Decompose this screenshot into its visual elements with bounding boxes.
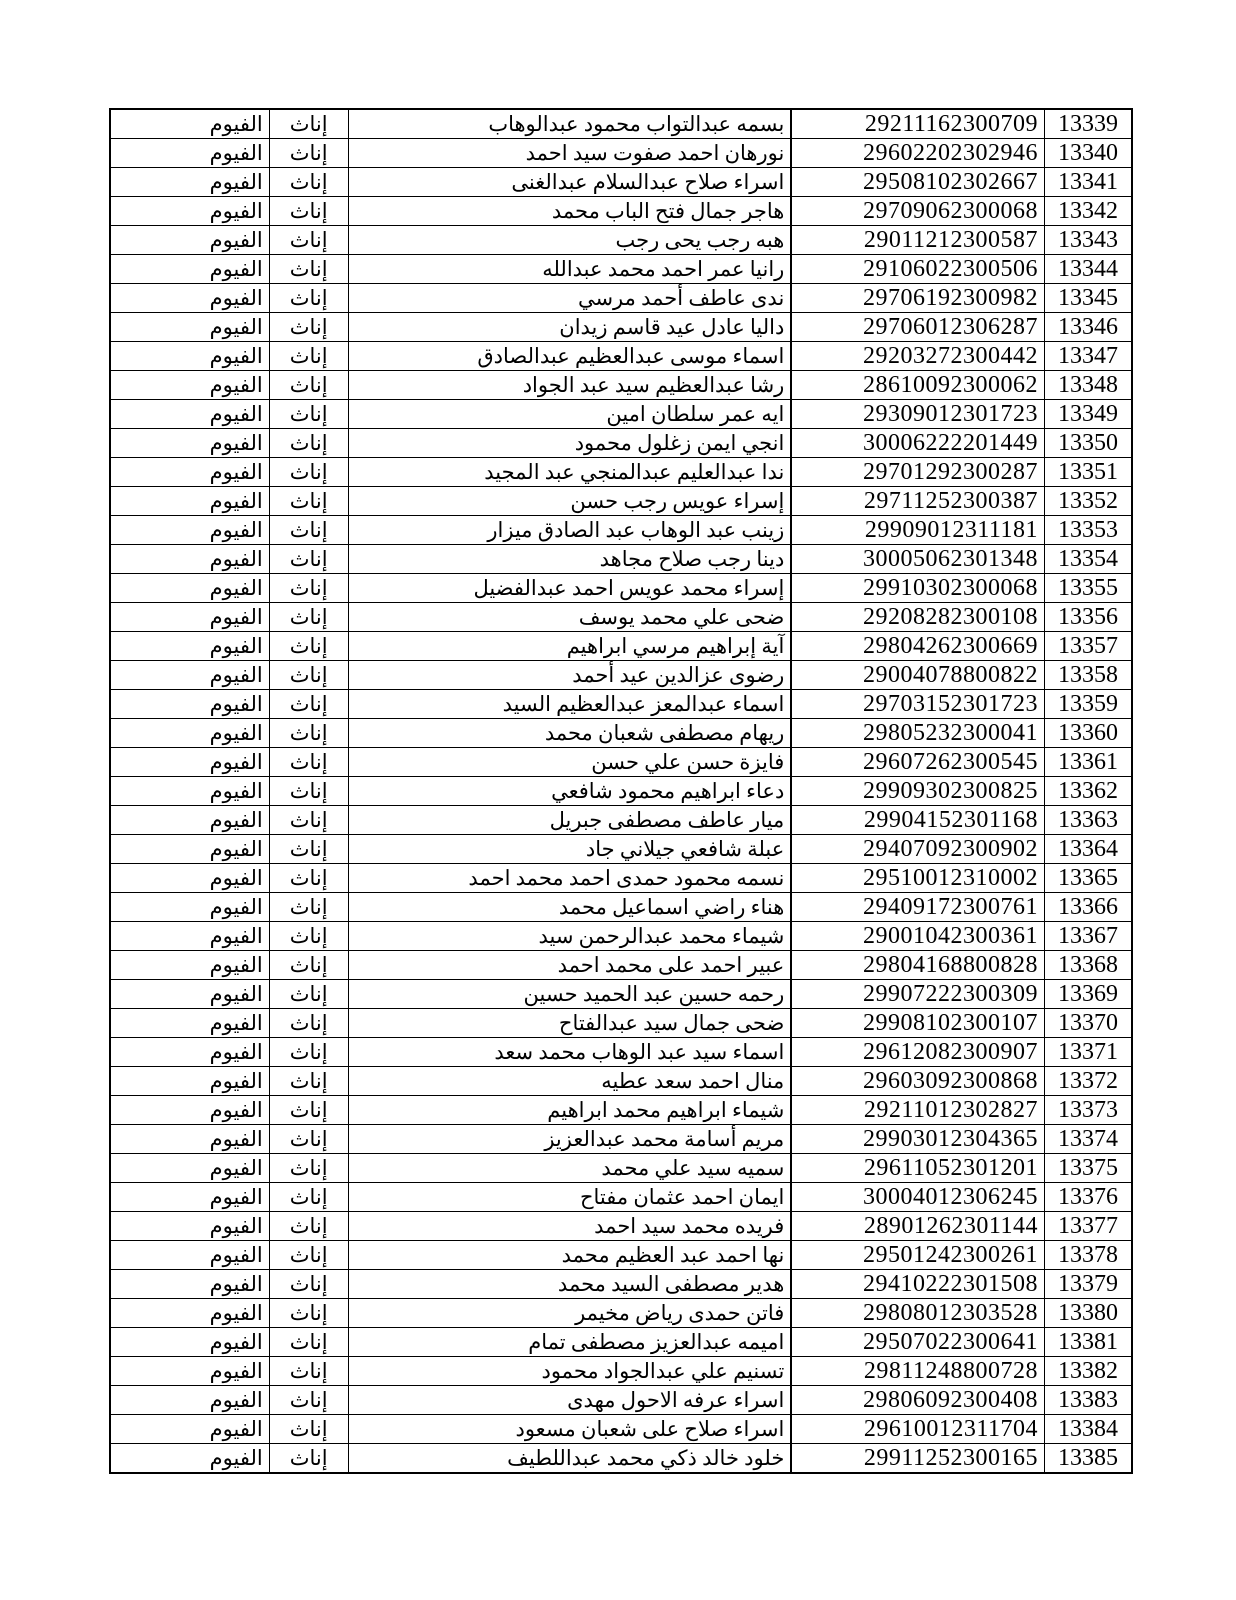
table-row (110, 806, 1132, 835)
name-cell: سميه سيد علي محمد (348, 1154, 791, 1183)
serial-cell: 13339 (1045, 109, 1132, 139)
serial-cell: 13373 (1045, 1096, 1132, 1125)
national-id-cell: 29910302300068 (791, 574, 1044, 603)
gender-cell: إناث (269, 487, 348, 516)
gender-cell: إناث (269, 1328, 348, 1357)
national-id-cell: 29907222300309 (791, 980, 1044, 1009)
table-row (110, 313, 1132, 342)
national-id-cell: 29011212300587 (791, 226, 1044, 255)
name-cell: ايمان احمد عثمان مفتاح (348, 1183, 791, 1212)
table-row (110, 1328, 1132, 1357)
governorate-cell: الفيوم (110, 109, 269, 139)
serial-cell: 13381 (1045, 1328, 1132, 1357)
table-row (110, 835, 1132, 864)
national-id-cell: 29106022300506 (791, 255, 1044, 284)
governorate-cell: الفيوم (110, 313, 269, 342)
governorate-cell: الفيوم (110, 342, 269, 371)
national-id-cell: 29004078800822 (791, 661, 1044, 690)
governorate-cell: الفيوم (110, 1415, 269, 1444)
name-cell: اسراء صلاح عبدالسلام عبدالغنى (348, 168, 791, 197)
national-id-cell: 29607262300545 (791, 748, 1044, 777)
serial-cell: 13347 (1045, 342, 1132, 371)
name-cell: اسماء موسى عبدالعظيم عبدالصادق (348, 342, 791, 371)
national-id-cell: 29211012302827 (791, 1096, 1044, 1125)
name-cell: عبلة شافعي جيلاني جاد (348, 835, 791, 864)
national-id-cell: 29407092300902 (791, 835, 1044, 864)
national-id-cell: 29409172300761 (791, 893, 1044, 922)
governorate-cell: الفيوم (110, 806, 269, 835)
table-row (110, 197, 1132, 226)
national-id-cell: 29911252300165 (791, 1444, 1044, 1474)
gender-cell: إناث (269, 748, 348, 777)
name-cell: اسراء صلاح على شعبان مسعود (348, 1415, 791, 1444)
table-row (110, 1096, 1132, 1125)
gender-cell: إناث (269, 313, 348, 342)
table-row (110, 661, 1132, 690)
governorate-cell: الفيوم (110, 835, 269, 864)
national-id-cell: 29001042300361 (791, 922, 1044, 951)
governorate-cell: الفيوم (110, 429, 269, 458)
name-cell: هاجر جمال فتح الباب محمد (348, 197, 791, 226)
governorate-cell: الفيوم (110, 922, 269, 951)
serial-cell: 13341 (1045, 168, 1132, 197)
name-cell: ضحى جمال سيد عبدالفتاح (348, 1009, 791, 1038)
gender-cell: إناث (269, 1415, 348, 1444)
national-id-cell: 28901262301144 (791, 1212, 1044, 1241)
name-cell: نسمه محمود حمدى احمد محمد احمد (348, 864, 791, 893)
governorate-cell: الفيوم (110, 1154, 269, 1183)
gender-cell: إناث (269, 226, 348, 255)
table-row (110, 690, 1132, 719)
gender-cell: إناث (269, 603, 348, 632)
national-id-cell: 29507022300641 (791, 1328, 1044, 1357)
name-cell: داليا عادل عيد قاسم زيدان (348, 313, 791, 342)
serial-cell: 13348 (1045, 371, 1132, 400)
national-id-cell: 28610092300062 (791, 371, 1044, 400)
table-row (110, 1270, 1132, 1299)
table-row (110, 284, 1132, 313)
name-cell: هناء راضي اسماعيل محمد (348, 893, 791, 922)
governorate-cell: الفيوم (110, 632, 269, 661)
table-row (110, 1444, 1132, 1474)
name-cell: ايه عمر سلطان امين (348, 400, 791, 429)
table-row (110, 1125, 1132, 1154)
name-cell: نها احمد عبد العظيم محمد (348, 1241, 791, 1270)
serial-cell: 13361 (1045, 748, 1132, 777)
national-id-cell: 29211162300709 (791, 109, 1044, 139)
gender-cell: إناث (269, 1009, 348, 1038)
name-cell: بسمه عبدالتواب محمود عبدالوهاب (348, 109, 791, 139)
gender-cell: إناث (269, 632, 348, 661)
name-cell: فاتن حمدى رياض مخيمر (348, 1299, 791, 1328)
national-id-cell: 29903012304365 (791, 1125, 1044, 1154)
national-id-cell: 29806092300408 (791, 1386, 1044, 1415)
table-row (110, 109, 1132, 139)
serial-cell: 13377 (1045, 1212, 1132, 1241)
national-id-cell: 29706192300982 (791, 284, 1044, 313)
name-cell: ندا عبدالعليم عبدالمنجي عبد المجيد (348, 458, 791, 487)
national-id-cell: 29612082300907 (791, 1038, 1044, 1067)
gender-cell: إناث (269, 1183, 348, 1212)
table-row (110, 603, 1132, 632)
serial-cell: 13357 (1045, 632, 1132, 661)
gender-cell: إناث (269, 1299, 348, 1328)
national-id-cell: 30006222201449 (791, 429, 1044, 458)
gender-cell: إناث (269, 922, 348, 951)
table-row (110, 400, 1132, 429)
gender-cell: إناث (269, 1038, 348, 1067)
gender-cell: إناث (269, 777, 348, 806)
governorate-cell: الفيوم (110, 1444, 269, 1474)
governorate-cell: الفيوم (110, 777, 269, 806)
table-row (110, 980, 1132, 1009)
name-cell: شيماء ابراهيم محمد ابراهيم (348, 1096, 791, 1125)
gender-cell: إناث (269, 806, 348, 835)
governorate-cell: الفيوم (110, 574, 269, 603)
table-row (110, 516, 1132, 545)
serial-cell: 13384 (1045, 1415, 1132, 1444)
serial-cell: 13374 (1045, 1125, 1132, 1154)
table-row (110, 632, 1132, 661)
governorate-cell: الفيوم (110, 661, 269, 690)
name-cell: رشا عبدالعظيم سيد عبد الجواد (348, 371, 791, 400)
name-cell: إسراء عويس رجب حسن (348, 487, 791, 516)
governorate-cell: الفيوم (110, 487, 269, 516)
table-row (110, 893, 1132, 922)
gender-cell: إناث (269, 255, 348, 284)
governorate-cell: الفيوم (110, 1038, 269, 1067)
name-cell: هبه رجب يحى رجب (348, 226, 791, 255)
governorate-cell: الفيوم (110, 1009, 269, 1038)
serial-cell: 13376 (1045, 1183, 1132, 1212)
gender-cell: إناث (269, 1270, 348, 1299)
gender-cell: إناث (269, 516, 348, 545)
gender-cell: إناث (269, 951, 348, 980)
governorate-cell: الفيوم (110, 864, 269, 893)
table-row (110, 458, 1132, 487)
governorate-cell: الفيوم (110, 139, 269, 168)
table-row (110, 777, 1132, 806)
governorate-cell: الفيوم (110, 371, 269, 400)
gender-cell: إناث (269, 690, 348, 719)
serial-cell: 13382 (1045, 1357, 1132, 1386)
governorate-cell: الفيوم (110, 1212, 269, 1241)
serial-cell: 13379 (1045, 1270, 1132, 1299)
name-cell: فايزة حسن علي حسن (348, 748, 791, 777)
name-cell: تسنيم علي عبدالجواد محمود (348, 1357, 791, 1386)
name-cell: ندى عاطف أحمد مرسي (348, 284, 791, 313)
national-id-cell: 29703152301723 (791, 690, 1044, 719)
serial-cell: 13383 (1045, 1386, 1132, 1415)
name-cell: اسراء عرفه الاحول مهدى (348, 1386, 791, 1415)
serial-cell: 13380 (1045, 1299, 1132, 1328)
serial-cell: 13353 (1045, 516, 1132, 545)
gender-cell: إناث (269, 1067, 348, 1096)
serial-cell: 13346 (1045, 313, 1132, 342)
serial-cell: 13352 (1045, 487, 1132, 516)
governorate-cell: الفيوم (110, 545, 269, 574)
serial-cell: 13366 (1045, 893, 1132, 922)
gender-cell: إناث (269, 139, 348, 168)
serial-cell: 13371 (1045, 1038, 1132, 1067)
governorate-cell: الفيوم (110, 748, 269, 777)
gender-cell: إناث (269, 574, 348, 603)
table-row (110, 951, 1132, 980)
gender-cell: إناث (269, 371, 348, 400)
table-row (110, 1241, 1132, 1270)
gender-cell: إناث (269, 168, 348, 197)
governorate-cell: الفيوم (110, 1067, 269, 1096)
name-cell: اميمه عبدالعزيز مصطفى تمام (348, 1328, 791, 1357)
table-row (110, 1357, 1132, 1386)
national-id-cell: 29909012311181 (791, 516, 1044, 545)
national-id-cell: 29208282300108 (791, 603, 1044, 632)
table-row (110, 1038, 1132, 1067)
national-id-cell: 29908102300107 (791, 1009, 1044, 1038)
serial-cell: 13355 (1045, 574, 1132, 603)
name-cell: رضوى عزالدين عيد أحمد (348, 661, 791, 690)
serial-cell: 13369 (1045, 980, 1132, 1009)
serial-cell: 13349 (1045, 400, 1132, 429)
serial-cell: 13358 (1045, 661, 1132, 690)
governorate-cell: الفيوم (110, 255, 269, 284)
governorate-cell: الفيوم (110, 719, 269, 748)
name-cell: شيماء محمد عبدالرحمن سيد (348, 922, 791, 951)
national-id-cell: 30005062301348 (791, 545, 1044, 574)
governorate-cell: الفيوم (110, 1183, 269, 1212)
governorate-cell: الفيوم (110, 1299, 269, 1328)
name-cell: ميار عاطف مصطفى جبريل (348, 806, 791, 835)
serial-cell: 13364 (1045, 835, 1132, 864)
national-id-cell: 29706012306287 (791, 313, 1044, 342)
serial-cell: 13345 (1045, 284, 1132, 313)
governorate-cell: الفيوم (110, 1357, 269, 1386)
governorate-cell: الفيوم (110, 980, 269, 1009)
serial-cell: 13372 (1045, 1067, 1132, 1096)
gender-cell: إناث (269, 545, 348, 574)
serial-cell: 13378 (1045, 1241, 1132, 1270)
name-cell: هدير مصطفى السيد محمد (348, 1270, 791, 1299)
table-row (110, 1009, 1132, 1038)
serial-cell: 13368 (1045, 951, 1132, 980)
gender-cell: إناث (269, 284, 348, 313)
national-id-cell: 29309012301723 (791, 400, 1044, 429)
gender-cell: إناث (269, 1212, 348, 1241)
table-row (110, 1154, 1132, 1183)
name-cell: مريم أسامة محمد عبدالعزيز (348, 1125, 791, 1154)
name-cell: رحمه حسين عبد الحميد حسين (348, 980, 791, 1009)
table-row (110, 429, 1132, 458)
gender-cell: إناث (269, 342, 348, 371)
gender-cell: إناث (269, 893, 348, 922)
name-cell: دعاء ابراهيم محمود شافعي (348, 777, 791, 806)
governorate-cell: الفيوم (110, 1328, 269, 1357)
table-row (110, 342, 1132, 371)
table-row (110, 487, 1132, 516)
national-id-cell: 29805232300041 (791, 719, 1044, 748)
table-row (110, 545, 1132, 574)
name-cell: فريده محمد سيد احمد (348, 1212, 791, 1241)
gender-cell: إناث (269, 109, 348, 139)
table-row (110, 1067, 1132, 1096)
name-cell: ريهام مصطفى شعبان محمد (348, 719, 791, 748)
governorate-cell: الفيوم (110, 226, 269, 255)
governorate-cell: الفيوم (110, 168, 269, 197)
table-row (110, 922, 1132, 951)
gender-cell: إناث (269, 429, 348, 458)
gender-cell: إناث (269, 1357, 348, 1386)
serial-cell: 13365 (1045, 864, 1132, 893)
national-id-cell: 29811248800728 (791, 1357, 1044, 1386)
governorate-cell: الفيوم (110, 458, 269, 487)
gender-cell: إناث (269, 1241, 348, 1270)
name-cell: اسماء سيد عبد الوهاب محمد سعد (348, 1038, 791, 1067)
gender-cell: إناث (269, 864, 348, 893)
name-cell: منال احمد سعد عطيه (348, 1067, 791, 1096)
name-cell: إسراء محمد عويس احمد عبدالفضيل (348, 574, 791, 603)
governorate-cell: الفيوم (110, 1270, 269, 1299)
governorate-cell: الفيوم (110, 1125, 269, 1154)
name-cell: رانيا عمر احمد محمد عبدالله (348, 255, 791, 284)
governorate-cell: الفيوم (110, 1241, 269, 1270)
gender-cell: إناث (269, 1096, 348, 1125)
serial-cell: 13343 (1045, 226, 1132, 255)
gender-cell: إناث (269, 197, 348, 226)
governorate-cell: الفيوم (110, 1096, 269, 1125)
serial-cell: 13375 (1045, 1154, 1132, 1183)
table-row (110, 748, 1132, 777)
national-id-cell: 29410222301508 (791, 1270, 1044, 1299)
national-id-cell: 29808012303528 (791, 1299, 1044, 1328)
table-body (110, 109, 1132, 1473)
name-cell: خلود خالد ذكي محمد عبداللطيف (348, 1444, 791, 1474)
table-row (110, 864, 1132, 893)
serial-cell: 13354 (1045, 545, 1132, 574)
serial-cell: 13360 (1045, 719, 1132, 748)
name-cell: عبير احمد على محمد احمد (348, 951, 791, 980)
serial-cell: 13385 (1045, 1444, 1132, 1474)
national-id-cell: 29602202302946 (791, 139, 1044, 168)
governorate-cell: الفيوم (110, 516, 269, 545)
governorate-cell: الفيوم (110, 197, 269, 226)
table-row (110, 226, 1132, 255)
serial-cell: 13362 (1045, 777, 1132, 806)
name-cell: نورهان احمد صفوت سيد احمد (348, 139, 791, 168)
table-row (110, 1386, 1132, 1415)
governorate-cell: الفيوم (110, 603, 269, 632)
national-id-cell: 29508102302667 (791, 168, 1044, 197)
table-row (110, 1415, 1132, 1444)
serial-cell: 13340 (1045, 139, 1132, 168)
serial-cell: 13342 (1045, 197, 1132, 226)
national-id-cell: 30004012306245 (791, 1183, 1044, 1212)
name-cell: اسماء عبدالمعز عبدالعظيم السيد (348, 690, 791, 719)
serial-cell: 13344 (1045, 255, 1132, 284)
national-id-cell: 29909302300825 (791, 777, 1044, 806)
gender-cell: إناث (269, 1125, 348, 1154)
gender-cell: إناث (269, 980, 348, 1009)
gender-cell: إناث (269, 1154, 348, 1183)
national-id-cell: 29501242300261 (791, 1241, 1044, 1270)
governorate-cell: الفيوم (110, 1386, 269, 1415)
national-id-cell: 29603092300868 (791, 1067, 1044, 1096)
serial-cell: 13356 (1045, 603, 1132, 632)
national-id-cell: 29709062300068 (791, 197, 1044, 226)
governorate-cell: الفيوم (110, 690, 269, 719)
national-id-cell: 29611052301201 (791, 1154, 1044, 1183)
gender-cell: إناث (269, 1444, 348, 1474)
table-row (110, 1299, 1132, 1328)
serial-cell: 13363 (1045, 806, 1132, 835)
table-row (110, 371, 1132, 400)
governorate-cell: الفيوم (110, 400, 269, 429)
name-cell: دينا رجب صلاح مجاهد (348, 545, 791, 574)
gender-cell: إناث (269, 661, 348, 690)
table-row (110, 139, 1132, 168)
name-cell: ضحى علي محمد يوسف (348, 603, 791, 632)
serial-cell: 13359 (1045, 690, 1132, 719)
table-row (110, 1183, 1132, 1212)
name-cell: انجي ايمن زغلول محمود (348, 429, 791, 458)
records-table (109, 108, 1133, 1474)
serial-cell: 13351 (1045, 458, 1132, 487)
national-id-cell: 29701292300287 (791, 458, 1044, 487)
national-id-cell: 29804168800828 (791, 951, 1044, 980)
national-id-cell: 29510012310002 (791, 864, 1044, 893)
table-row (110, 255, 1132, 284)
national-id-cell: 29904152301168 (791, 806, 1044, 835)
national-id-cell: 29711252300387 (791, 487, 1044, 516)
serial-cell: 13370 (1045, 1009, 1132, 1038)
serial-cell: 13350 (1045, 429, 1132, 458)
national-id-cell: 29203272300442 (791, 342, 1044, 371)
national-id-cell: 29804262300669 (791, 632, 1044, 661)
table-row (110, 1212, 1132, 1241)
governorate-cell: الفيوم (110, 951, 269, 980)
gender-cell: إناث (269, 835, 348, 864)
name-cell: زينب عبد الوهاب عبد الصادق ميزار (348, 516, 791, 545)
national-id-cell: 29610012311704 (791, 1415, 1044, 1444)
governorate-cell: الفيوم (110, 284, 269, 313)
gender-cell: إناث (269, 400, 348, 429)
table-row (110, 719, 1132, 748)
name-cell: آية إبراهيم مرسي ابراهيم (348, 632, 791, 661)
table-row (110, 574, 1132, 603)
gender-cell: إناث (269, 1386, 348, 1415)
governorate-cell: الفيوم (110, 893, 269, 922)
serial-cell: 13367 (1045, 922, 1132, 951)
gender-cell: إناث (269, 719, 348, 748)
gender-cell: إناث (269, 458, 348, 487)
table-row (110, 168, 1132, 197)
